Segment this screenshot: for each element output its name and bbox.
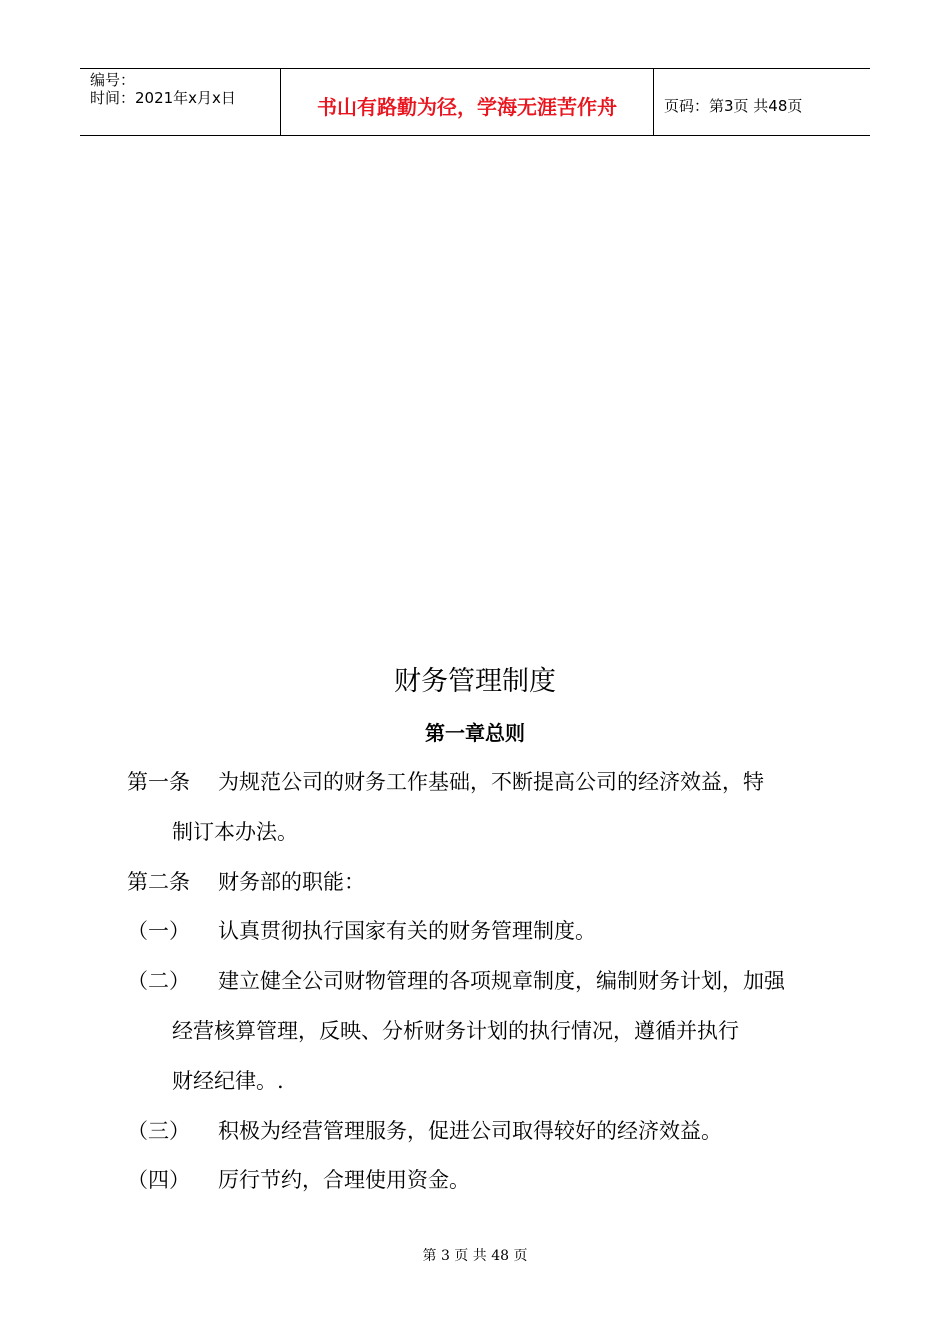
item-text-line: 积极为经营管理服务，促进公司取得较好的经济效益。 xyxy=(218,1119,722,1143)
page-header xyxy=(80,68,870,136)
header-page-info: 页码：第3页 共48页 xyxy=(664,96,803,115)
item-text-line: 厉行节约，合理使用资金。 xyxy=(218,1168,470,1192)
article-text-line: 制订本办法。 xyxy=(172,820,298,844)
article-text-line: 为规范公司的财务工作基础，不断提高公司的经济效益，特 xyxy=(218,770,764,794)
article-label: 第二条 xyxy=(127,870,190,894)
document-title: 财务管理制度 xyxy=(394,666,556,697)
item-text-line: 经营核算管理，反映、分析财务计划的执行情况，遵循并执行 xyxy=(172,1019,739,1043)
article-label: 第一条 xyxy=(127,770,190,794)
page-footer: 第 3 页 共 48 页 xyxy=(422,1248,528,1264)
article-text-line: 财务部的职能： xyxy=(218,870,365,894)
header-meta-cell xyxy=(80,69,281,135)
item-label: （一） xyxy=(127,919,190,943)
item-label: （三） xyxy=(127,1119,190,1143)
item-text-line: 认真贯彻执行国家有关的财务管理制度。 xyxy=(218,919,596,943)
item-text-line: 建立健全公司财物管理的各项规章制度，编制财务计划，加强 xyxy=(218,969,785,993)
header-page-cell xyxy=(654,69,870,135)
item-label: （四） xyxy=(127,1168,190,1192)
document-date-label: 时间：2021年x月x日 xyxy=(90,89,236,107)
chapter-title: 第一章总则 xyxy=(425,721,525,745)
item-text-line: 财经纪律。. xyxy=(172,1069,284,1093)
item-label: （二） xyxy=(127,969,190,993)
document-code-label: 编号： xyxy=(90,71,136,89)
header-motto-cell xyxy=(281,69,654,135)
header-motto: 书山有路勤为径，学海无涯苦作舟 xyxy=(317,94,617,119)
